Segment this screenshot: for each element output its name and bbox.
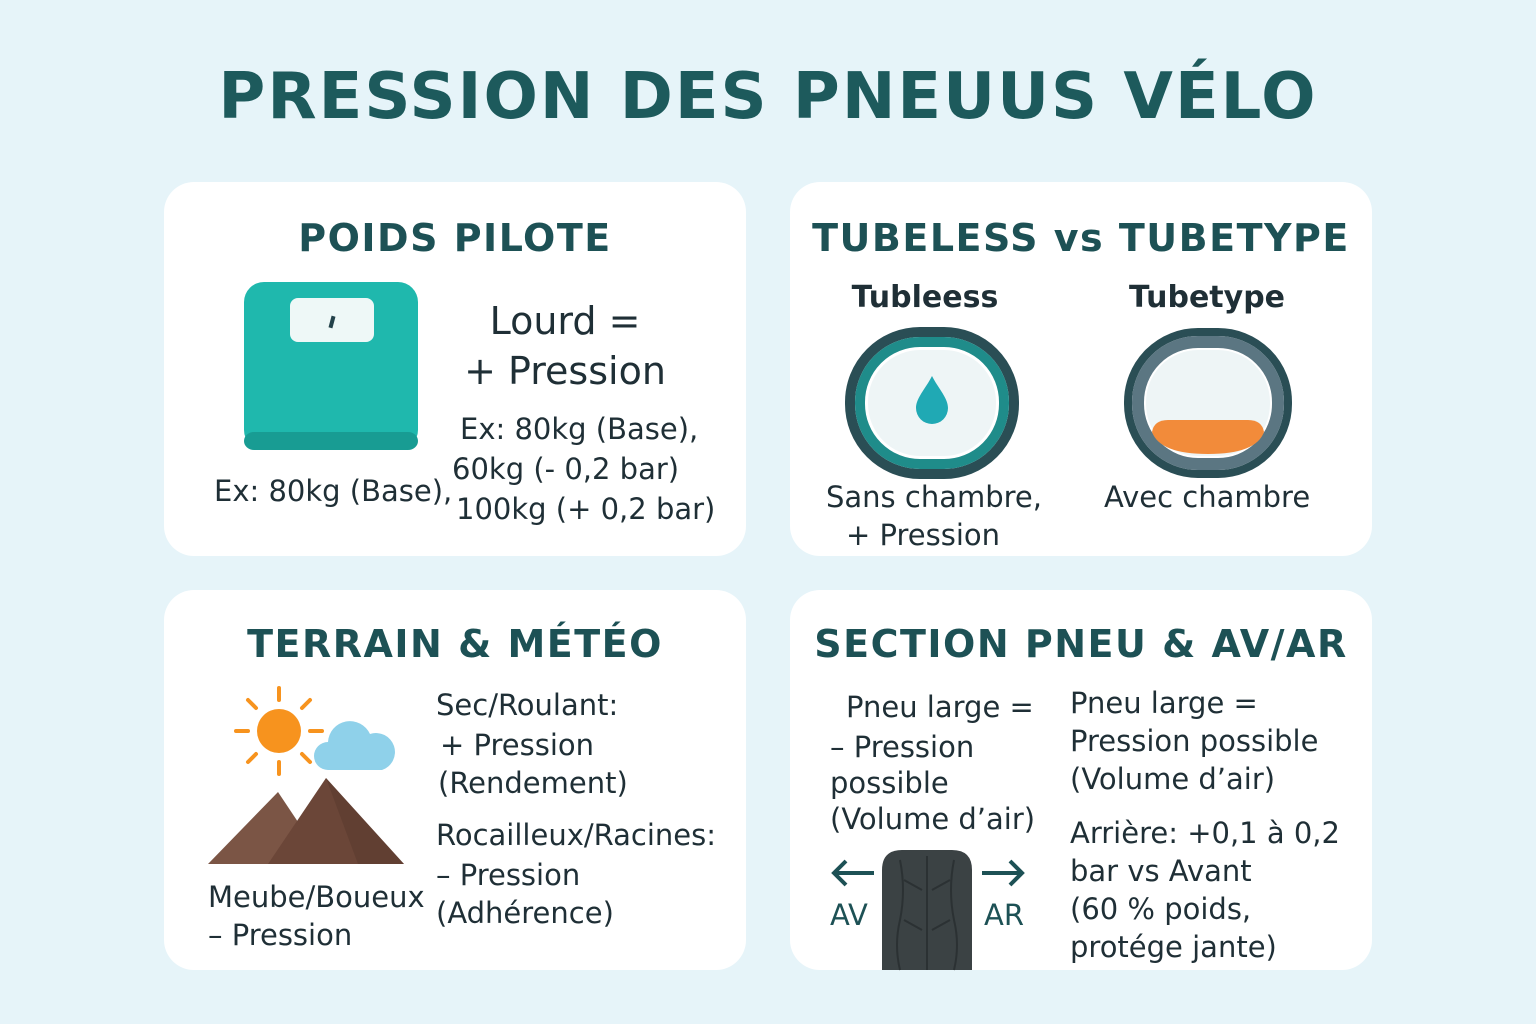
terrain-meuble-1: Meube/Boueux [208, 880, 425, 914]
poids-rule-line2: + Pression [464, 349, 666, 393]
section-right-2: Pression possible [1070, 724, 1319, 758]
tubeless-desc-2: + Pression [846, 518, 1001, 552]
section-rear-4: protége jante) [1070, 930, 1277, 964]
ar-label: AR [984, 898, 1024, 932]
tubetype-label: Tubetype [1128, 280, 1286, 315]
poids-rule-line1: Lourd = [489, 299, 641, 343]
tubeless-label: Tubleess [851, 280, 999, 315]
section-left-3: possible [830, 766, 949, 800]
card-section [790, 590, 1372, 970]
card-title-tubeless: TUBELESS vs TUBETYPE [812, 216, 1350, 260]
terrain-sec-1: Sec/Roulant: [436, 688, 619, 722]
cloud-icon [312, 716, 398, 772]
tubeless-desc-1: Sans chambre, [826, 480, 1042, 514]
page-title: PRESSION DES PNEUUS VÉLO [218, 60, 1318, 134]
sun-icon [234, 686, 324, 776]
terrain-meuble-2: – Pression [208, 918, 353, 952]
mountain-icon [208, 776, 404, 866]
terrain-sec-2: + Pression [440, 728, 595, 762]
poids-example-left: Ex: 80kg (Base), [214, 474, 453, 508]
section-rear-1: Arrière: +0,1 à 0,2 [1070, 816, 1340, 850]
arrow-left-icon [830, 858, 876, 888]
poids-example-right-3: 100kg (+ 0,2 bar) [456, 492, 716, 526]
section-left-2: – Pression [830, 730, 975, 764]
card-title-terrain: TERRAIN & MÉTÉO [247, 622, 663, 666]
section-right-3: (Volume d’air) [1070, 762, 1276, 796]
card-title-section: SECTION PNEU & AV/AR [814, 622, 1348, 666]
arrow-right-icon [980, 858, 1026, 888]
section-left-4: (Volume d’air) [830, 802, 1036, 836]
tire-tread-icon [882, 850, 972, 970]
poids-example-right-2: 60kg (- 0,2 bar) [452, 452, 680, 486]
av-label: AV [830, 898, 868, 932]
card-terrain [164, 590, 746, 970]
card-title-poids: POIDS PILOTE [298, 216, 612, 260]
section-right-1: Pneu large = [1070, 686, 1258, 720]
terrain-roc-1: Rocailleux/Racines: [436, 818, 717, 852]
section-left-1: Pneu large = [846, 690, 1034, 724]
tubetype-desc: Avec chambre [1104, 480, 1311, 514]
tube-tire-icon [1124, 328, 1292, 478]
terrain-roc-2: – Pression [436, 858, 581, 892]
poids-example-right-1: Ex: 80kg (Base), [460, 412, 699, 446]
section-rear-2: bar vs Avant [1070, 854, 1252, 888]
bathroom-scale-icon [244, 282, 418, 450]
terrain-roc-3: (Adhérence) [436, 896, 614, 930]
terrain-sec-3: (Rendement) [438, 766, 628, 800]
card-poids-pilote [164, 182, 746, 556]
section-rear-3: (60 % poids, [1070, 892, 1252, 926]
card-tubeless [790, 182, 1372, 556]
tubeless-tire-icon [846, 328, 1018, 478]
